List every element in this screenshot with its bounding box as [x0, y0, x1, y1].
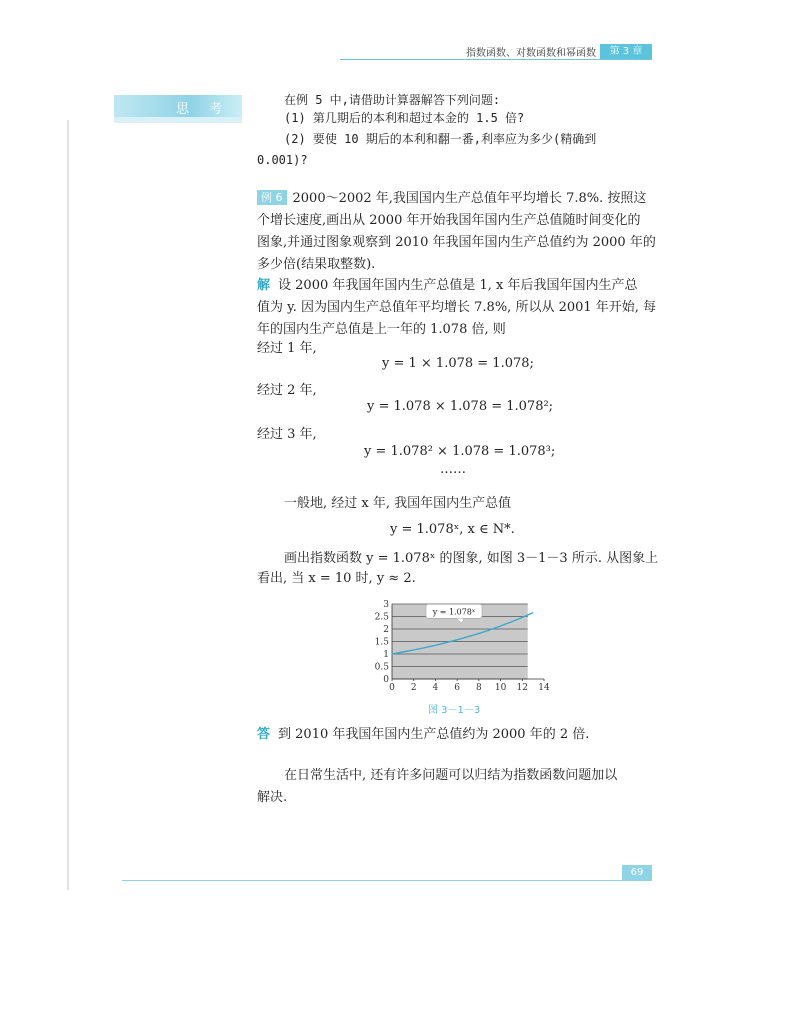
equation-2: y = 1.078 × 1.078 = 1.078²; [367, 399, 554, 414]
footer-rule [122, 880, 652, 881]
example-line-3: 图象,并通过图象观察到 2010 年我国年国内生产总值约为 2000 年的 [257, 235, 656, 250]
header-title: 指数函数、对数函数和幂函数 [466, 48, 596, 59]
x-tick-label: 8 [475, 683, 482, 693]
solution-text-1: 设 2000 年我国年国内生产总值是 1, x 年后我国年国内生产总 [278, 278, 638, 293]
example-line-2: 个增长速度,画出从 2000 年开始我国年国内生产总值随时间变化的 [257, 213, 641, 228]
x-tick-label: 6 [454, 683, 461, 693]
solution-line-1 [257, 277, 638, 295]
after-2-years: 经过 2 年, [257, 383, 317, 398]
x-tick-label: 4 [432, 683, 439, 693]
draw-line-1: 画出指数函数 y = 1.078ˣ 的图象, 如图 3－1－3 所示. 从图象上 [284, 551, 659, 566]
y-tick-label: 0 [383, 675, 389, 685]
exponential-chart [366, 591, 566, 696]
example-tag: 例 6 [257, 190, 287, 205]
general-equation: y = 1.078ˣ, x ∈ N*. [390, 522, 515, 537]
after-3-years: 经过 3 年, [257, 427, 317, 442]
solution-line-3: 年的国内生产总值是上一年的 1.078 倍, 则 [257, 322, 506, 337]
think-question-1: (1) 第几期后的本利和超过本金的 1.5 倍? [284, 111, 525, 125]
y-tick-label: 1.5 [374, 637, 389, 648]
x-tick-label: 0 [389, 683, 395, 693]
x-tick-label: 14 [538, 683, 550, 693]
draw-line-2: 看出, 当 x = 10 时, y ≈ 2. [257, 571, 416, 586]
think-stripe [114, 117, 242, 123]
equation-3: y = 1.078² × 1.078 = 1.078³; [364, 444, 556, 459]
y-tick-label: 0.5 [374, 662, 389, 673]
page-number: 69 [622, 865, 652, 881]
figure-caption: 图 3－1－3 [428, 705, 481, 716]
x-tick-label: 12 [516, 683, 529, 693]
solution-tag: 解 [257, 278, 271, 293]
y-tick-label: 1 [383, 650, 389, 660]
solution-line-2: 值为 y. 因为国内生产总值年平均增长 7.8%, 所以从 2001 年开始, 每 [257, 300, 657, 315]
y-tick-label: 2.5 [374, 612, 389, 623]
general-statement: 一般地, 经过 x 年, 我国年国内生产总值 [284, 496, 512, 511]
answer-tag: 答 [257, 727, 271, 742]
example-line-4: 多少倍(结果取整数). [257, 257, 376, 272]
closing-line-2: 解决. [257, 790, 288, 805]
page-edge-shadow [67, 120, 69, 890]
example-line-1 [257, 190, 646, 208]
think-question-2-cont: 0.001)? [257, 153, 308, 167]
y-tick-label: 2 [383, 625, 389, 635]
x-tick-label: 10 [494, 683, 507, 693]
closing-line-1: 在日常生活中, 还有许多问题可以归结为指数函数问题加以 [284, 768, 618, 783]
x-tick-label: 2 [410, 683, 417, 693]
after-1-year: 经过 1 年, [257, 341, 317, 356]
chapter-badge: 第 3 章 [600, 44, 652, 59]
think-intro: 在例 5 中,请借助计算器解答下列问题: [284, 93, 501, 107]
y-tick-label: 3 [383, 600, 389, 610]
think-question-2: (2) 要使 10 期后的本利和翻一番,利率应为多少(精确到 [284, 132, 597, 146]
think-box [114, 95, 242, 117]
example-text-1: 2000～2002 年,我国国内生产总值年平均增长 7.8%. 按照这 [292, 191, 647, 206]
page-header [340, 44, 652, 60]
answer-text: 到 2010 年我国年国内生产总值约为 2000 年的 2 倍. [278, 727, 590, 742]
curve-annotation: y = 1.078ˣ [432, 607, 476, 617]
header-rule [340, 59, 652, 60]
think-label: 思 考 [176, 102, 231, 117]
answer-line [257, 726, 589, 744]
ellipsis: …… [440, 462, 466, 477]
equation-1: y = 1 × 1.078 = 1.078; [382, 356, 534, 371]
